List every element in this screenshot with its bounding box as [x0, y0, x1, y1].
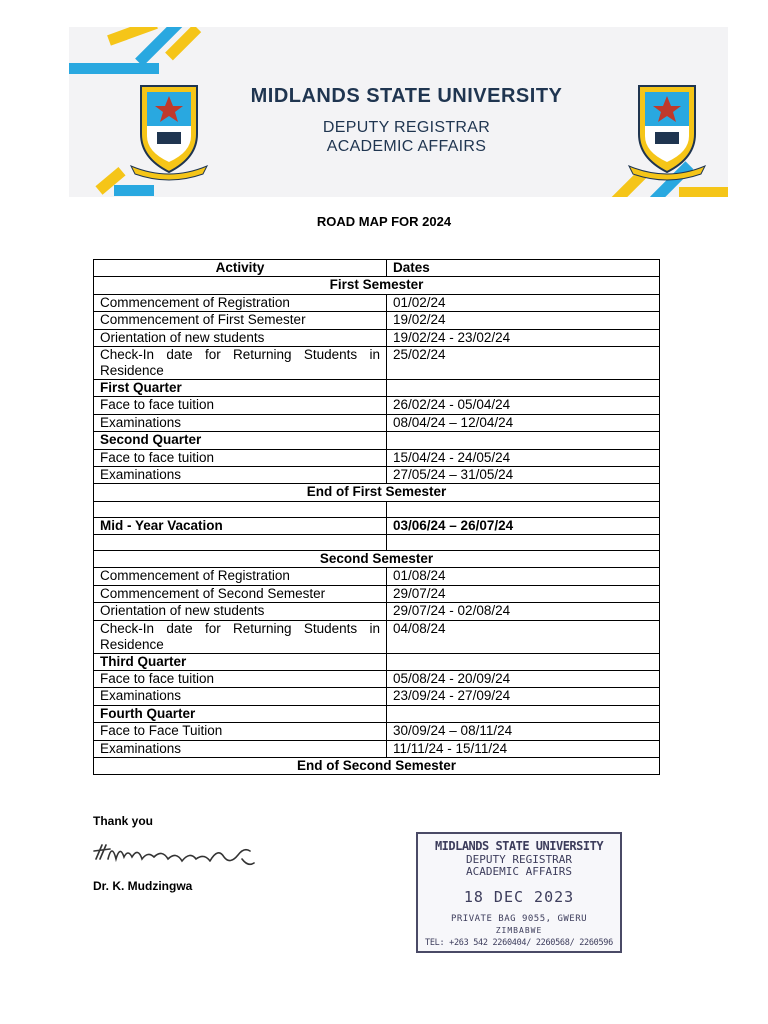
quarter-heading-row	[94, 653, 660, 670]
activity-cell: Check-In date for Returning Students in Residence	[94, 620, 387, 653]
empty-cell	[387, 501, 660, 517]
dates-cell: 05/08/24 - 20/09/24	[387, 671, 660, 688]
stamp-office-line: DEPUTY REGISTRAR	[466, 853, 572, 866]
stamp-date: 18 DEC 2023	[463, 888, 575, 906]
table-row	[94, 620, 660, 653]
stamp-telephone: TEL: +263 542 2260404/ 2260568/ 2260596	[425, 938, 613, 948]
activity-cell: Face to face tuition	[94, 449, 387, 466]
banner-stripe-blue	[69, 63, 159, 74]
blank-row	[94, 501, 660, 517]
dates-cell: 08/04/24 – 12/04/24	[387, 414, 660, 431]
table-row	[94, 294, 660, 311]
university-crest-icon	[127, 82, 211, 182]
empty-cell	[94, 535, 387, 551]
table-row	[94, 585, 660, 602]
handwritten-signature	[92, 837, 257, 873]
quarter-heading: First Quarter	[94, 379, 387, 396]
signatory-name: Dr. K. Mudzingwa	[93, 879, 193, 893]
column-header-dates: Dates	[387, 260, 660, 277]
activity-cell: Commencement of Registration	[94, 568, 387, 585]
closing-text: Thank you	[93, 814, 154, 828]
dates-cell: 15/04/24 - 24/05/24	[387, 449, 660, 466]
table-row	[94, 466, 660, 483]
university-crest-icon	[625, 82, 709, 182]
table-header-row	[94, 260, 660, 277]
dates-cell: 19/02/24 - 23/02/24	[387, 329, 660, 346]
dates-cell: 19/02/24	[387, 312, 660, 329]
empty-cell	[94, 501, 387, 517]
semester-heading: First Semester	[94, 277, 660, 294]
empty-cell	[387, 535, 660, 551]
table-row	[94, 740, 660, 757]
semester-heading-row	[94, 551, 660, 568]
activity-cell: Face to Face Tuition	[94, 723, 387, 740]
stamp-address: PRIVATE BAG 9055, GWERU	[450, 914, 588, 924]
banner-stripe-yellow	[679, 187, 728, 197]
column-header-activity: Activity	[94, 260, 387, 277]
blank-row	[94, 535, 660, 551]
table-row	[94, 723, 660, 740]
roadmap-table	[93, 259, 660, 775]
table-row	[94, 397, 660, 414]
letterhead-banner	[69, 27, 728, 197]
semester-end: End of Second Semester	[94, 757, 660, 774]
dates-cell: 30/09/24 – 08/11/24	[387, 723, 660, 740]
table-row	[94, 688, 660, 705]
semester-end: End of First Semester	[94, 484, 660, 501]
banner-stripe-blue	[114, 185, 154, 196]
letterhead-office-line: ACADEMIC AFFAIRS	[326, 138, 487, 155]
dates-cell	[387, 432, 660, 449]
activity-cell: Face to face tuition	[94, 397, 387, 414]
vacation-row	[94, 517, 660, 534]
table-row	[94, 603, 660, 620]
activity-cell: Examinations	[94, 466, 387, 483]
activity-cell: Face to face tuition	[94, 671, 387, 688]
quarter-heading: Second Quarter	[94, 432, 387, 449]
activity-cell: Commencement of First Semester	[94, 312, 387, 329]
quarter-heading: Fourth Quarter	[94, 705, 387, 722]
dates-cell	[387, 379, 660, 396]
semester-end-row	[94, 484, 660, 501]
stamp-office-line: ACADEMIC AFFAIRS	[466, 865, 572, 878]
activity-cell: Examinations	[94, 688, 387, 705]
dates-cell: 01/08/24	[387, 568, 660, 585]
dates-cell: 26/02/24 - 05/04/24	[387, 397, 660, 414]
activity-cell: Orientation of new students	[94, 603, 387, 620]
stamp-country: ZIMBABWE	[495, 926, 543, 935]
quarter-heading-row	[94, 379, 660, 396]
letterhead-office-line: DEPUTY REGISTRAR	[322, 119, 491, 136]
official-stamp	[416, 832, 622, 953]
table-row	[94, 568, 660, 585]
semester-end-row	[94, 757, 660, 774]
dates-cell: 11/11/24 - 15/11/24	[387, 740, 660, 757]
dates-cell: 27/05/24 – 31/05/24	[387, 466, 660, 483]
dates-cell: 29/07/24 - 02/08/24	[387, 603, 660, 620]
dates-cell: 01/02/24	[387, 294, 660, 311]
dates-cell	[387, 653, 660, 670]
dates-cell: 23/09/24 - 27/09/24	[387, 688, 660, 705]
table-row	[94, 312, 660, 329]
activity-cell: Commencement of Second Semester	[94, 585, 387, 602]
vacation-label: Mid - Year Vacation	[94, 517, 387, 534]
table-row	[94, 671, 660, 688]
document-title: ROAD MAP FOR 2024	[316, 214, 452, 229]
dates-cell: 29/07/24	[387, 585, 660, 602]
table-row	[94, 329, 660, 346]
vacation-dates: 03/06/24 – 26/07/24	[387, 517, 660, 534]
activity-cell: Commencement of Registration	[94, 294, 387, 311]
semester-heading: Second Semester	[94, 551, 660, 568]
quarter-heading-row	[94, 432, 660, 449]
stamp-university: MIDLANDS STATE UNIVERSITY	[434, 839, 604, 853]
activity-cell: Orientation of new students	[94, 329, 387, 346]
semester-heading-row	[94, 277, 660, 294]
table-row	[94, 346, 660, 379]
dates-cell: 04/08/24	[387, 620, 660, 653]
dates-cell	[387, 705, 660, 722]
table-row	[94, 414, 660, 431]
letterhead-university-name: MIDLANDS STATE UNIVERSITY	[250, 85, 563, 107]
quarter-heading-row	[94, 705, 660, 722]
activity-cell: Examinations	[94, 414, 387, 431]
quarter-heading: Third Quarter	[94, 653, 387, 670]
letterhead-office	[234, 118, 579, 156]
activity-cell: Check-In date for Returning Students in Residence	[94, 346, 387, 379]
table-row	[94, 449, 660, 466]
activity-cell: Examinations	[94, 740, 387, 757]
dates-cell: 25/02/24	[387, 346, 660, 379]
